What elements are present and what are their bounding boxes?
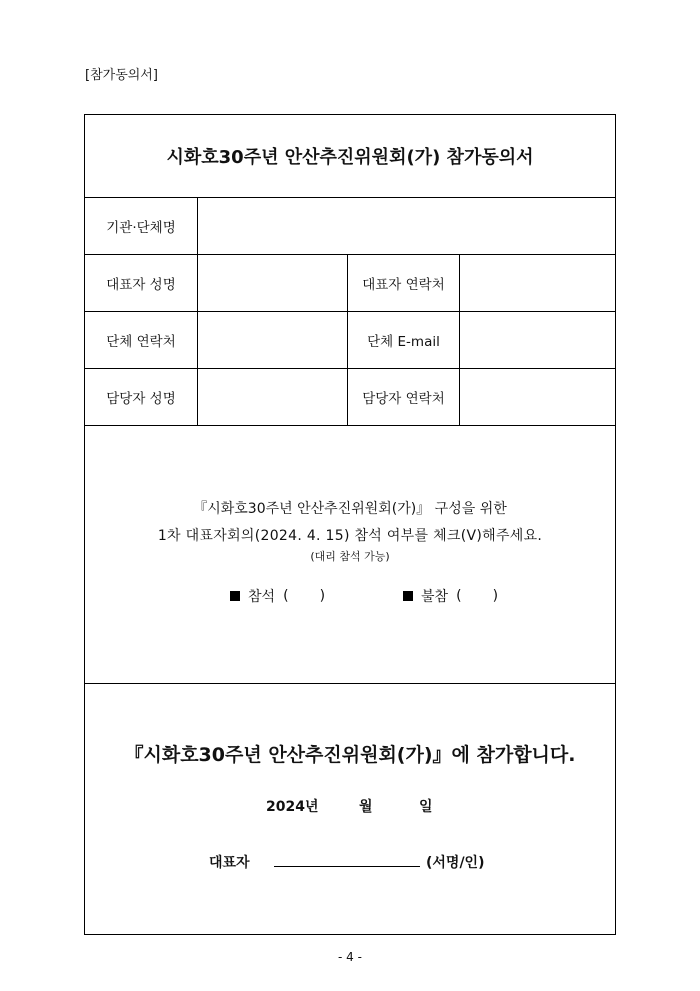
participation-statement: 『시화호30주년 안산추진위원회(가)』에 참가합니다. (124, 744, 576, 766)
notice-line-3: (대리 참석 가능) (310, 550, 390, 563)
date-day: 일 (419, 799, 433, 815)
notice-line-2: 1차 대표자회의(2024. 4. 15) 참석 여부를 체크(V)해주세요. (157, 528, 543, 544)
page-number: - 4 - (338, 950, 362, 964)
table-row (85, 311, 615, 369)
representative-label: 대표자 (209, 855, 250, 871)
table-row (85, 368, 615, 426)
manager-name-field[interactable] (198, 368, 348, 425)
document-label: [참가동의서] (85, 68, 158, 83)
form-title: 시화호30주년 안산추진위원회(가) 참가동의서 (85, 115, 615, 198)
black-square-icon (230, 591, 240, 601)
org-contact-label: 단체 연락처 (85, 311, 198, 368)
table-row (85, 254, 615, 312)
rep-name-field[interactable] (198, 254, 348, 311)
signature-suffix: (서명/인) (426, 855, 485, 871)
rep-contact-label: 대표자 연락처 (348, 254, 460, 311)
consent-form (84, 114, 616, 935)
attendance-notice (85, 426, 615, 684)
manager-contact-field[interactable] (460, 368, 615, 425)
org-email-field[interactable] (460, 311, 615, 368)
signature-line[interactable] (274, 866, 420, 867)
absent-label: 불참 (421, 589, 449, 605)
org-contact-field[interactable] (198, 311, 348, 368)
date-year: 2024년 (266, 799, 319, 815)
date-month: 월 (359, 799, 373, 815)
absent-option[interactable] (403, 586, 498, 606)
org-name-field[interactable] (198, 197, 615, 254)
org-email-label: 단체 E-mail (348, 311, 460, 368)
manager-contact-label: 담당자 연락처 (348, 368, 460, 425)
black-square-icon (403, 591, 413, 601)
manager-name-label: 담당자 성명 (85, 368, 198, 425)
signature-area (85, 683, 615, 935)
rep-name-label: 대표자 성명 (85, 254, 198, 311)
attend-label: 참석 (248, 589, 276, 605)
org-name-label: 기관·단체명 (85, 197, 198, 254)
table-row (85, 197, 615, 255)
rep-contact-field[interactable] (460, 254, 615, 311)
absent-checkbox[interactable]: ( ) (456, 588, 499, 604)
notice-line-1: 『시화호30주년 안산추진위원회(가)』 구성을 위한 (193, 501, 507, 517)
attend-checkbox[interactable]: ( ) (283, 588, 326, 604)
attend-option[interactable] (230, 586, 325, 606)
